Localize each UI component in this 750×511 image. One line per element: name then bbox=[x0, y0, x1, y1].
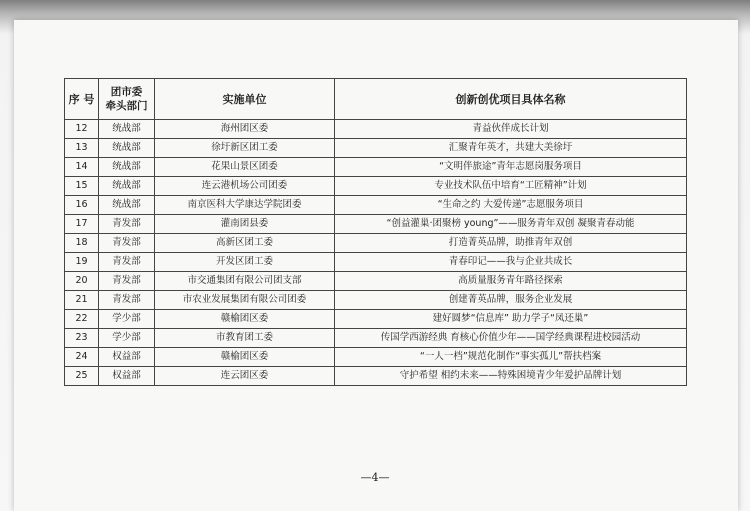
cell-unit: 连云团区委 bbox=[155, 367, 335, 386]
cell-index: 15 bbox=[65, 177, 99, 196]
table-row bbox=[65, 272, 687, 291]
cell-unit: 市教育团工委 bbox=[155, 329, 335, 348]
cell-dept: 权益部 bbox=[99, 367, 155, 386]
cell-unit: 徐圩新区团工委 bbox=[155, 139, 335, 158]
cell-index: 19 bbox=[65, 253, 99, 272]
cell-index: 13 bbox=[65, 139, 99, 158]
cell-dept: 统战部 bbox=[99, 120, 155, 139]
header-dept bbox=[99, 79, 155, 120]
table-row bbox=[65, 291, 687, 310]
cell-project: 传国学西游经典 育核心价值少年——国学经典课程进校园活动 bbox=[335, 329, 687, 348]
cell-index: 14 bbox=[65, 158, 99, 177]
table-row bbox=[65, 215, 687, 234]
cell-dept: 统战部 bbox=[99, 196, 155, 215]
table-row bbox=[65, 348, 687, 367]
cell-index: 24 bbox=[65, 348, 99, 367]
cell-unit: 赣榆团区委 bbox=[155, 310, 335, 329]
cell-dept: 统战部 bbox=[99, 139, 155, 158]
cell-index: 21 bbox=[65, 291, 99, 310]
cell-unit: 南京医科大学康达学院团委 bbox=[155, 196, 335, 215]
table-row bbox=[65, 139, 687, 158]
cell-index: 17 bbox=[65, 215, 99, 234]
cell-index: 16 bbox=[65, 196, 99, 215]
cell-project: “一人一档”规范化制作“事实孤儿”帮扶档案 bbox=[335, 348, 687, 367]
cell-project: 汇聚青年英才，共建大美徐圩 bbox=[335, 139, 687, 158]
cell-project: 青益伙伴成长计划 bbox=[335, 120, 687, 139]
cell-index: 12 bbox=[65, 120, 99, 139]
cell-project: “生命之约 大爱传递”志愿服务项目 bbox=[335, 196, 687, 215]
cell-dept: 青发部 bbox=[99, 234, 155, 253]
cell-unit: 赣榆团区委 bbox=[155, 348, 335, 367]
cell-project: 打造菁英品牌，助推青年双创 bbox=[335, 234, 687, 253]
table-row bbox=[65, 196, 687, 215]
table-row bbox=[65, 120, 687, 139]
table-row bbox=[65, 329, 687, 348]
header-dept-line2: 牵头部门 bbox=[105, 100, 148, 112]
cell-index: 25 bbox=[65, 367, 99, 386]
cell-project: 高质量服务青年路径探索 bbox=[335, 272, 687, 291]
cell-unit: 灌南团县委 bbox=[155, 215, 335, 234]
table-row bbox=[65, 367, 687, 386]
cell-dept: 统战部 bbox=[99, 177, 155, 196]
cell-project: 创建菁英品牌，服务企业发展 bbox=[335, 291, 687, 310]
header-dept-line1: 团市委 bbox=[110, 85, 143, 98]
cell-project: “创益灌巢·团聚榜 young”——服务青年双创 凝聚青春动能 bbox=[335, 215, 687, 234]
cell-project: 守护希望 相约未来——特殊困境青少年爱护品牌计划 bbox=[335, 367, 687, 386]
cell-unit: 高新区团工委 bbox=[155, 234, 335, 253]
cell-dept: 学少部 bbox=[99, 310, 155, 329]
header-unit: 实施单位 bbox=[155, 79, 335, 120]
header-index: 序 号 bbox=[65, 79, 99, 120]
page-number: —4— bbox=[360, 471, 390, 484]
cell-project: 青春印记——我与企业共成长 bbox=[335, 253, 687, 272]
cell-project: “文明伴旅途”青年志愿岗服务项目 bbox=[335, 158, 687, 177]
cell-project: 建好圆梦“信息库” 助力学子“凤还巢” bbox=[335, 310, 687, 329]
cell-index: 23 bbox=[65, 329, 99, 348]
cell-unit: 连云港机场公司团委 bbox=[155, 177, 335, 196]
cell-dept: 统战部 bbox=[99, 158, 155, 177]
cell-project: 专业技术队伍中培育“工匠精神”计划 bbox=[335, 177, 687, 196]
cell-unit: 市农业发展集团有限公司团委 bbox=[155, 291, 335, 310]
cell-dept: 青发部 bbox=[99, 272, 155, 291]
cell-unit: 花果山景区团委 bbox=[155, 158, 335, 177]
cell-unit: 开发区团工委 bbox=[155, 253, 335, 272]
cell-dept: 青发部 bbox=[99, 291, 155, 310]
table-row bbox=[65, 158, 687, 177]
cell-unit: 市交通集团有限公司团支部 bbox=[155, 272, 335, 291]
cell-dept: 学少部 bbox=[99, 329, 155, 348]
project-table bbox=[64, 78, 687, 386]
cell-dept: 青发部 bbox=[99, 215, 155, 234]
cell-index: 22 bbox=[65, 310, 99, 329]
table-row bbox=[65, 310, 687, 329]
table-row bbox=[65, 177, 687, 196]
cell-dept: 权益部 bbox=[99, 348, 155, 367]
cell-index: 18 bbox=[65, 234, 99, 253]
header-project: 创新创优项目具体名称 bbox=[335, 79, 687, 120]
table-row bbox=[65, 253, 687, 272]
cell-unit: 海州团区委 bbox=[155, 120, 335, 139]
cell-index: 20 bbox=[65, 272, 99, 291]
cell-dept: 青发部 bbox=[99, 253, 155, 272]
table-header-row bbox=[65, 79, 687, 120]
table-row bbox=[65, 234, 687, 253]
